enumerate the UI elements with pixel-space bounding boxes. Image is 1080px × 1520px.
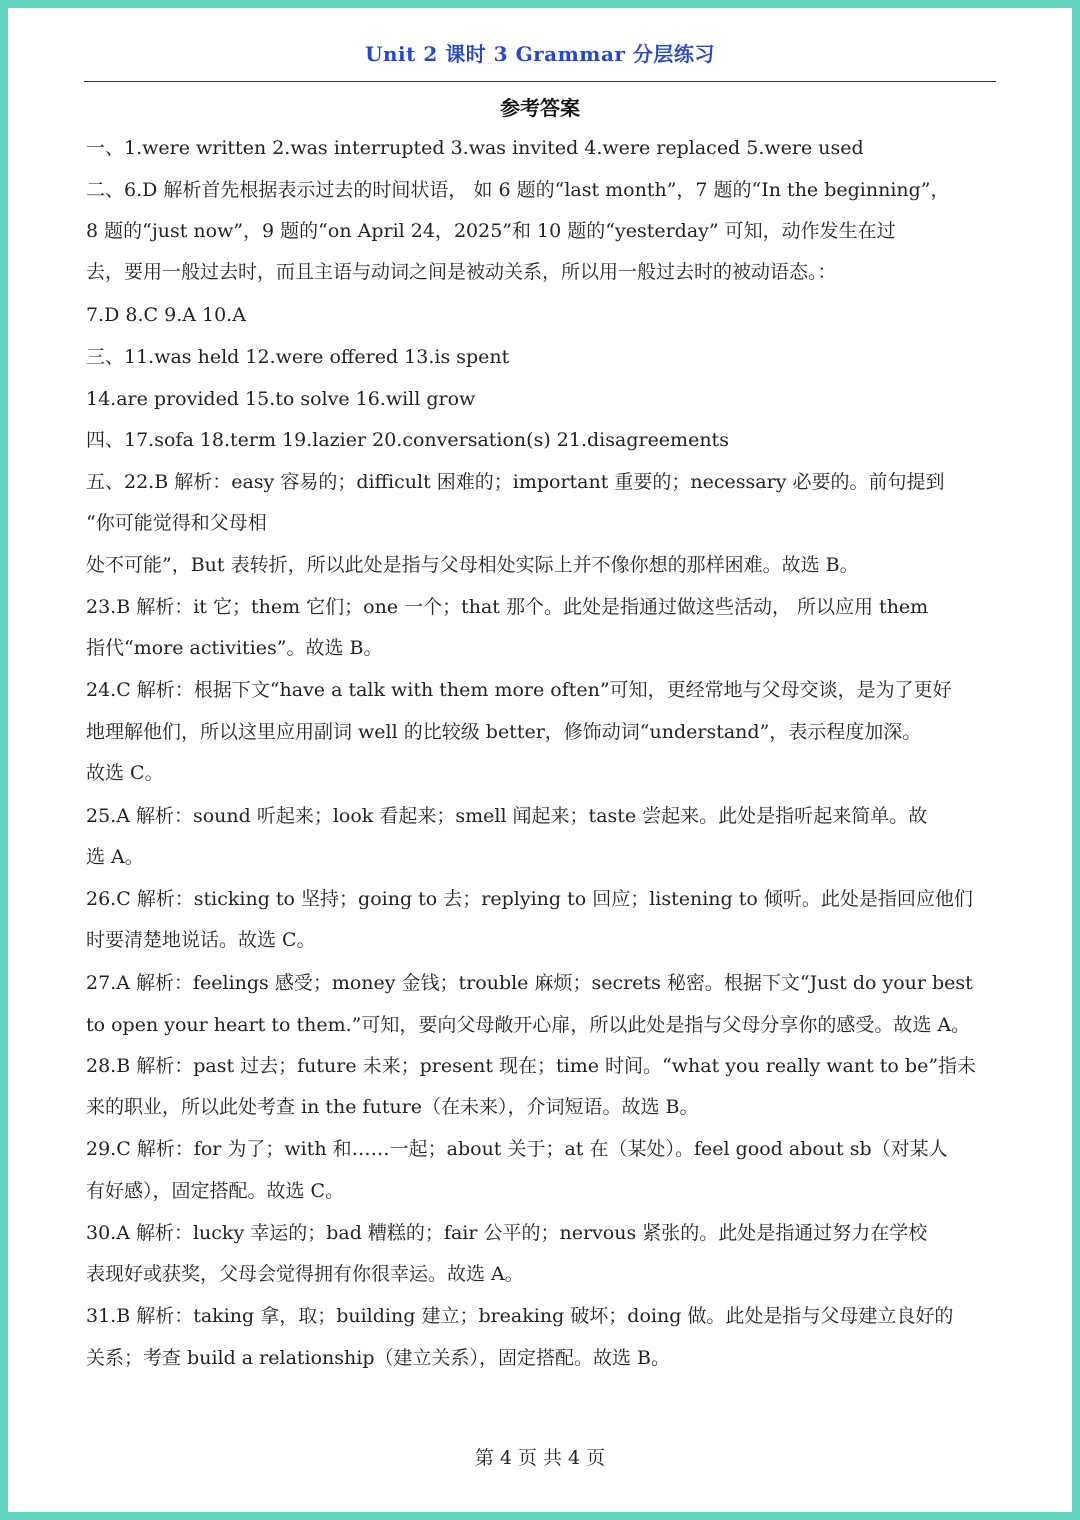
answer-line: 28.B 解析：past 过去；future 未来；present 现在；time 时间。“what you really want to be”指未 <box>86 1055 977 1077</box>
answer-line: 三、11.was held 12.were offered 13.is spent <box>86 346 510 368</box>
answer-line: 去，要用一般过去时，而且主语与动词之间是被动关系，所以用一般过去时的被动语态。： <box>86 261 837 283</box>
answer-line: 故选 C。 <box>86 762 164 784</box>
answer-line: 四、17.sofa 18.term 19.lazier 20.conversation(s) 21.disagreements <box>86 429 729 451</box>
page-number: 第 4 页 共 4 页 <box>474 1447 606 1469</box>
answer-line: 7.D 8.C 9.A 10.A <box>86 304 246 326</box>
answer-line: to open your heart to them.”可知，要向父母敞开心扉，所以此处是指与父母分享你的感受。故选 A。 <box>86 1014 971 1036</box>
section-heading: 参考答案 <box>500 96 580 120</box>
answer-line: 一、1.were written 2.was interrupted 3.was invited 4.were replaced 5.were used <box>86 137 864 159</box>
answer-line: 指代“more activities”。故选 B。 <box>86 637 383 659</box>
answer-line: 五、22.B 解析：easy 容易的；difficult 困难的；important 重要的；necessary 必要的。前句提到 <box>86 471 945 493</box>
answer-line: 26.C 解析：sticking to 坚持；going to 去；replying to 回应；listening to 倾听。此处是指回应他们 <box>86 888 973 910</box>
answer-line: 表现好或获奖，父母会觉得拥有你很幸运。故选 A。 <box>86 1263 524 1285</box>
answer-line: “你可能觉得和父母相 <box>86 512 267 534</box>
answer-line: 选 A。 <box>86 846 144 868</box>
answer-line: 来的职业，所以此处考查 in the future（在未来），介词短语。故选 B。 <box>86 1096 699 1118</box>
answer-line: 30.A 解析：lucky 幸运的；bad 糟糕的；fair 公平的；nervous 紧张的。此处是指通过努力在学校 <box>86 1222 928 1244</box>
answer-line: 有好感），固定搭配。故选 C。 <box>86 1180 345 1202</box>
answer-line: 处不可能”，But 表转折，所以此处是指与父母相处实际上并不像你想的那样困难。故选 B。 <box>86 554 859 576</box>
answer-line: 14.are provided 15.to solve 16.will grow <box>86 388 476 410</box>
answer-line: 23.B 解析：it 它；them 它们；one 一个；that 那个。此处是指通过做这些活动， 所以应用 them <box>86 596 929 618</box>
answer-line: 时要清楚地说话。故选 C。 <box>86 929 316 951</box>
header-divider <box>84 81 996 82</box>
answer-line: 8 题的“just now”，9 题的“on April 24，2025”和 10 题的“yesterday” 可知，动作发生在过 <box>86 220 896 242</box>
answer-line: 24.C 解析：根据下文“have a talk with them more often”可知，更经常地与父母交谈，是为了更好 <box>86 679 952 701</box>
answer-line: 27.A 解析：feelings 感受；money 金钱；trouble 麻烦；secrets 秘密。根据下文“Just do your best <box>86 972 973 994</box>
answer-line: 关系；考查 build a relationship（建立关系），固定搭配。故选 B。 <box>86 1347 671 1369</box>
answer-line: 二、6.D 解析首先根据表示过去的时间状语， 如 6 题的“last month”，7 题的“In the beginning”， <box>86 179 950 201</box>
answer-line: 地理解他们，所以这里应用副词 well 的比较级 better，修饰动词“understand”，表示程度加深。 <box>86 721 922 743</box>
answer-line: 25.A 解析：sound 听起来；look 看起来；smell 闻起来；taste 尝起来。此处是指听起来简单。故 <box>86 805 928 827</box>
answer-line: 29.C 解析：for 为了；with 和……一起；about 关于；at 在（某处）。feel good about sb（对某人 <box>86 1138 948 1160</box>
document-header-title: Unit 2 课时 3 Grammar 分层练习 <box>365 42 715 66</box>
answer-line: 31.B 解析：taking 拿，取；building 建立；breaking 破坏；doing 做。此处是指与父母建立良好的 <box>86 1305 954 1327</box>
